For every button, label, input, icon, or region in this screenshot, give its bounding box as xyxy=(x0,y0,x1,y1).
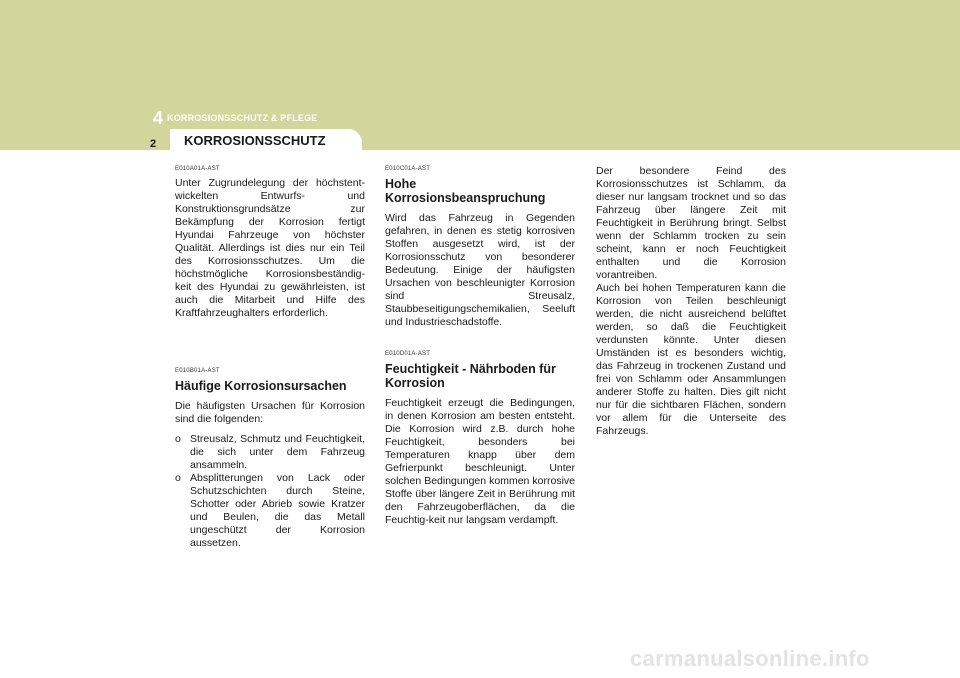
chapter-number: 4 xyxy=(153,108,164,128)
causes-list xyxy=(175,433,365,550)
causes-paragraph: Die häufigsten Ursachen für Korrosion sind die folgenden: xyxy=(175,400,365,425)
temperature-paragraph: Auch bei hohen Temperaturen kann die Korrosion von Teilen beschleunigt werden, die nicht ausreichend belüftet werden, so daß die Feuchtigkeit verdunsten könnte. Unter diesen Umständen ist es besonders wichtig, das Fahrzeug in trockenen Zustand und frei von Schlamm oder Ansammlungen anderer Stoffe zu halten. Dies gilt nicht nur für die sichtbaren Flächen, sondern vor allem für die Unterseite des Fahrzeugs. xyxy=(596,282,786,437)
list-item xyxy=(175,472,365,550)
watermark-text: carmanualsonline.info xyxy=(630,646,870,671)
list-item-text: Absplitterungen von Lack oder Schutzschichten durch Steine, Schotter oder Abrieb sowie Kratzer und Beulen, die das Metall ungeschützt der Korrosion aussetzen. xyxy=(190,472,365,549)
list-item-text: Streusalz, Schmutz und Feuchtigkeit, die sich unter dem Fahrzeug ansammeln. xyxy=(190,433,365,471)
column-middle xyxy=(385,165,575,527)
bullet-mark: o xyxy=(175,472,181,484)
section-code: E010C01A-AST xyxy=(385,166,431,172)
column-right xyxy=(596,165,786,438)
section-title: KORROSIONSSCHUTZ xyxy=(184,133,326,148)
mud-paragraph: Der besondere Feind des Korrosionsschutzes ist Schlamm, da dieser nur langsam trocknet und so das Fahrzeug über längere Zeit mit Feuchtigkeit in Berührung bringt. Selbst wenn der Schlamm trocken zu sein scheint, kann er noch Feuchtigkeit enthalten und die Korrosion vorantreiben. xyxy=(596,165,786,281)
intro-paragraph: Unter Zugrundelegung der höchstent-wickelten Entwurfs- und Konstruktionsgrundsätze zur Bekämpfung der Korrosion fertigt Hyundai Fahrzeuge von höchster Qualität. Allerdings ist dies nur ein Teil des Korrosionsschutzes. Um die höchstmögliche Korrosionsbeständig-keit des Hyundai zu gewährleisten, ist auch die Mitarbeit und Hilfe des Kraftfahrzeughalters erforderlich. xyxy=(175,177,365,319)
section-code: E010D01A-AST xyxy=(385,351,431,357)
section-code: E010A01A-AST xyxy=(175,166,220,172)
bullet-mark: o xyxy=(175,433,181,445)
section-heading: Hohe Korrosionsbeanspruchung xyxy=(385,177,546,205)
high-stress-paragraph: Wird das Fahrzeug in Gegenden gefahren, in denen es stetig korrosiven Stoffen ausgesetzt wird, ist der Korrosionsschutz von besonderer Bedeutung. Einige der häufigsten Ursachen von beschleunigter Korrosion sind Streusalz, Staubbeseitigungschemikalien, Seeluft und Industrieschadstoffe. xyxy=(385,212,575,328)
chapter-title: KORROSIONSSCHUTZ & PFLEGE xyxy=(167,113,318,123)
section-code: E010B01A-AST xyxy=(175,368,220,374)
section-heading: Häufige Korrosionsursachen xyxy=(175,379,347,393)
moisture-paragraph: Feuchtigkeit erzeugt die Bedingungen, in denen Korrosion am besten entsteht. Die Korrosion wird z.B. durch hohe Feuchtigkeit, besonders bei Temperaturen knapp über dem Gefrierpunkt beschleunigt. Unter solchen Bedingungen kommen korrosive Stoffe über längere Zeit in Berührung mit den Fahrzeugoberflächen, da die Feuchtig-keit nur langsam verdampft. xyxy=(385,397,575,526)
section-heading: Feuchtigkeit - Nährboden für Korrosion xyxy=(385,362,556,390)
list-item xyxy=(175,433,365,472)
column-left xyxy=(175,165,365,550)
header-band xyxy=(0,0,960,150)
page-number: 2 xyxy=(150,138,157,150)
